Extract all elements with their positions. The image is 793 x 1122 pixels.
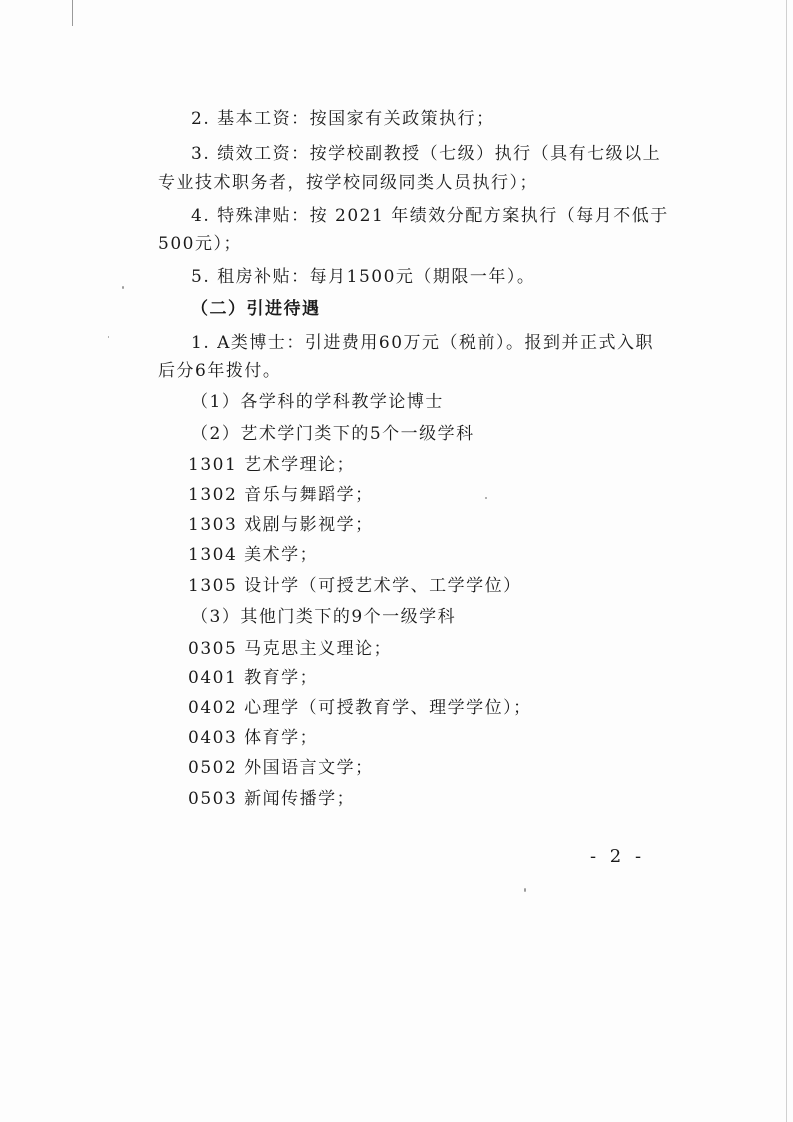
text-line: （2）艺术学门类下的5个一级学科 — [191, 424, 475, 444]
text-line: （3）其他门类下的9个一级学科 — [191, 607, 457, 627]
page-number: - 2 - — [590, 846, 646, 867]
text-line: 500元）； — [158, 234, 242, 254]
scan-artifact-line — [72, 0, 73, 26]
text-line: 专业技术职务者，按学校同级同类人员执行）； — [158, 173, 538, 193]
list-item: 1304 美术学； — [188, 545, 319, 565]
text-line: 4. 特殊津贴：按 2021 年绩效分配方案执行（每月不低于 — [191, 206, 669, 226]
list-item: 1302 音乐与舞蹈学； — [188, 485, 374, 505]
list-item: 0403 体育学； — [188, 728, 319, 748]
list-item: 1305 设计学（可授艺术学、工学学位） — [188, 576, 522, 596]
text-line: 后分6年拨付。 — [158, 361, 282, 381]
scan-speck — [524, 888, 526, 892]
list-item: 1303 戏剧与影视学； — [188, 515, 374, 535]
list-item: 0305 马克思主义理论； — [188, 639, 393, 659]
list-item: 0503 新闻传播学； — [188, 789, 356, 809]
scan-speck — [108, 336, 109, 338]
text-line: 2. 基本工资：按国家有关政策执行； — [191, 109, 495, 129]
text-line: 5. 租房补贴：每月1500元（期限一年）。 — [191, 267, 536, 287]
list-item: 0502 外国语言文学； — [188, 758, 374, 778]
list-item: 0401 教育学； — [188, 668, 319, 688]
list-item: 0402 心理学（可授教育学、理学学位）； — [188, 698, 532, 718]
scan-artifact-edge — [786, 0, 787, 1122]
text-line: （1）各学科的学科教学论博士 — [191, 392, 444, 412]
text-line: 1. A类博士：引进费用60万元（税前）。报到并正式入职 — [191, 333, 655, 353]
scan-speck — [485, 497, 487, 499]
section-heading: （二）引进待遇 — [191, 299, 321, 319]
scan-speck — [122, 286, 124, 289]
text-line: 3. 绩效工资：按学校副教授（七级）执行（具有七级以上 — [191, 144, 662, 164]
list-item: 1301 艺术学理论； — [188, 455, 356, 475]
